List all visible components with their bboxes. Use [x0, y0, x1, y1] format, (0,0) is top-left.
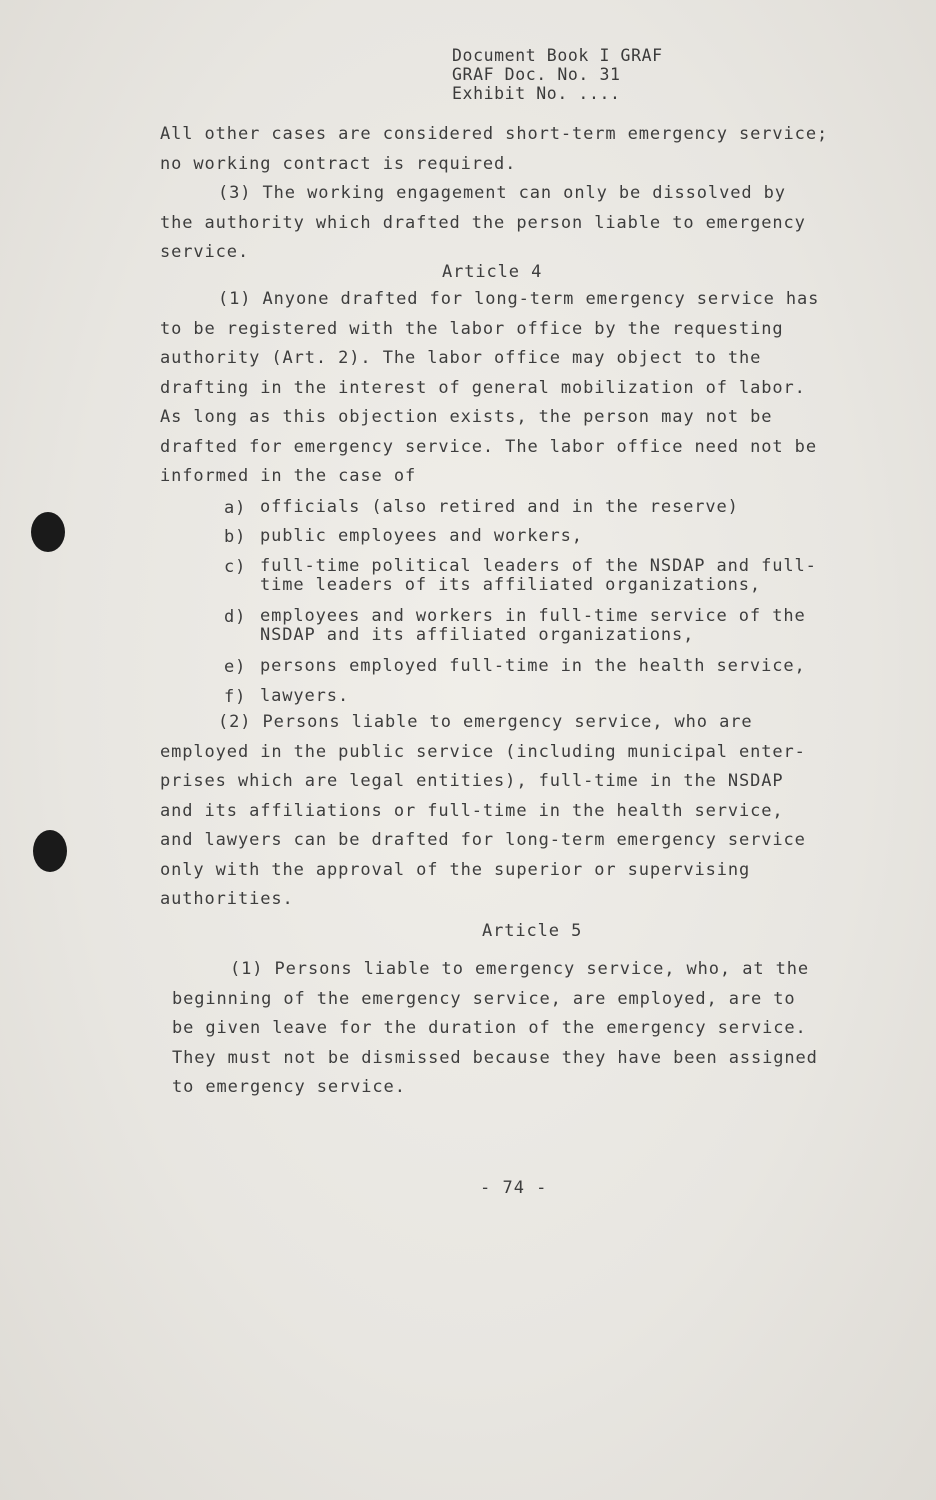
header-exhibit-number: Exhibit No. ....	[452, 84, 621, 103]
list-item-text: employees and workers in full-time service of the	[260, 606, 806, 626]
list-marker: e)	[224, 657, 247, 677]
header-doc-number: GRAF Doc. No. 31	[452, 65, 621, 84]
exemption-list	[224, 498, 874, 717]
list-item	[224, 498, 874, 527]
list-marker: f)	[224, 687, 247, 707]
list-item	[224, 527, 874, 557]
text-line: (1) Anyone drafted for long-term emergency service has	[218, 289, 820, 309]
text-line: authority (Art. 2). The labor office may object to the	[160, 348, 762, 368]
punch-hole-top	[31, 512, 65, 552]
list-item-text: full-time political leaders of the NSDAP and full-	[260, 556, 817, 576]
list-marker: d)	[224, 607, 247, 627]
list-marker: a)	[224, 498, 247, 518]
header-document-book: Document Book I GRAF	[452, 46, 663, 65]
text-line: be given leave for the duration of the emergency service.	[172, 1018, 807, 1038]
text-line: only with the approval of the superior or supervising	[160, 859, 751, 880]
text-line: (3) The working engagement can only be dissolved by	[218, 183, 786, 203]
text-line: to emergency service.	[172, 1077, 406, 1097]
text-line: drafting in the interest of general mobilization of labor.	[160, 377, 806, 398]
text-line: As long as this objection exists, the person may not be	[160, 407, 773, 427]
text-line: They must not be dismissed because they have been assigned	[172, 1047, 818, 1068]
list-item-text: lawyers.	[260, 686, 350, 706]
list-item-text: public employees and workers,	[260, 526, 583, 546]
list-item	[224, 607, 874, 657]
text-line: and its affiliations or full-time in the health service,	[160, 800, 784, 821]
text-line: authorities.	[160, 889, 294, 909]
intro-paragraph	[160, 120, 872, 268]
article-4-heading: Article 4	[442, 262, 543, 282]
text-line: the authority which drafted the person liable to emergency	[160, 212, 806, 233]
page-number: - 74 -	[480, 1178, 548, 1198]
text-line: no working contract is required.	[160, 153, 517, 174]
list-item-text: persons employed full-time in the health service,	[260, 656, 806, 676]
document-header	[452, 46, 663, 103]
article-4-paragraph-1	[160, 285, 872, 492]
text-line: service.	[160, 242, 250, 262]
text-line: informed in the case of	[160, 466, 417, 486]
text-line: (1) Persons liable to emergency service, who, at the	[230, 959, 810, 979]
text-line: employed in the public service (including municipal enter-	[160, 741, 806, 762]
article-5-heading: Article 5	[482, 921, 583, 941]
list-item-text: NSDAP and its affiliated organizations,	[260, 625, 695, 645]
article-4-paragraph-2	[160, 708, 872, 915]
list-marker: c)	[224, 557, 247, 577]
list-item	[224, 657, 874, 687]
text-line: to be registered with the labor office by the requesting	[160, 318, 784, 339]
article-5-paragraph-1	[172, 955, 884, 1103]
text-line: beginning of the emergency service, are employed, are to	[172, 988, 796, 1009]
text-line: and lawyers can be drafted for long-term emergency service	[160, 830, 806, 850]
list-item-text: time leaders of its affiliated organizations,	[260, 575, 762, 595]
text-line: prises which are legal entities), full-time in the NSDAP	[160, 771, 784, 791]
list-item-text: officials (also retired and in the reserve)	[260, 497, 739, 517]
text-line: drafted for emergency service. The labor office need not be	[160, 436, 817, 457]
list-marker: b)	[224, 527, 247, 547]
punch-hole-bottom	[33, 830, 67, 872]
list-item	[224, 557, 874, 607]
text-line: All other cases are considered short-term emergency service;	[160, 124, 829, 144]
text-line: (2) Persons liable to emergency service, who are	[218, 712, 753, 732]
